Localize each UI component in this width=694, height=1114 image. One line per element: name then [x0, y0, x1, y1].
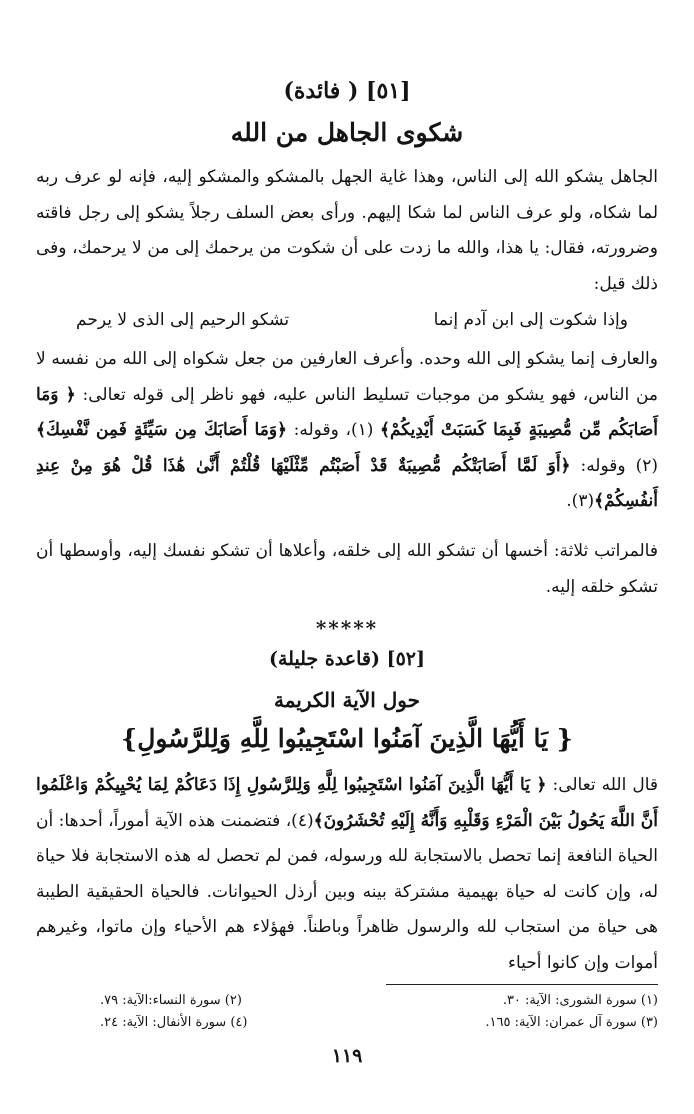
poem-hemistich-1: وإذا شكوت إلى ابن آدم إنما [433, 310, 628, 330]
paragraph-3: فالمراتب ثلاثة: أخسها أن تشكو الله إلى خلقه، وأعلاها أن تشكو نفسك إليه، وأوسطها أن تشكو خلقه إليه. [36, 541, 658, 597]
paragraph-1: الجاهل يشكو الله إلى الناس، وهذا غاية الجهل بالمشكو والمشكو إليه، فإنه لو عرف ربه لما شكاه، ولو عرف الناس لما شكا إليهم. ورأى بعض السلف رجلاً يشكو إلى رجل فاقته وضرورته، فقال: يا هذا، والله ما زدت على أن شكوت من يرحمك إلى من لا يرحمك، وفى ذلك قيل: [36, 167, 658, 294]
footnote-ref-1: (١)، وقوله: [287, 420, 380, 440]
footnote-row [60, 990, 658, 1012]
paragraph-4 [36, 768, 658, 981]
footnote-4: (٤) سورة الأنفال: الآية: ٢٤. [100, 1015, 248, 1030]
poem-hemistich-2: تشكو الرحيم إلى الذى لا يرحم [76, 310, 290, 330]
section-heading-51: [٥١] ( فائدة) [283, 78, 411, 104]
quran-quote-2: ﴿وَمَا أَصَابَكَ مِن سَيِّئَةٍ فَمِن نَّفْسِكَ﴾ [36, 420, 288, 440]
paragraph-2-text: والعارف إنما يشكو إلى الله وحده. وأعرف العارفين من جعل شكواه إلى الله من نفسه لا من الناس، فهو يشكو من موجبات تسليط الناس عليه، فهو ناظر إلى قوله تعالى: [36, 349, 658, 405]
section-title-51: شكوى الجاهل من الله [230, 118, 464, 147]
footnote-1: (١) سورة الشورى: الآية: ٣٠. [502, 993, 658, 1008]
footnote-ref-3: (٣). [566, 491, 595, 511]
quran-quote-1: ﴿ وَمَا أَصَابَكُم مِّن مُّصِيبَةٍ فَبِمَا كَسَبَتْ أَيْدِيكُمْ﴾ [36, 384, 658, 440]
section-title-52: حول الآية الكريمة [274, 688, 420, 712]
footnote-2: (٢) سورة النساء:الآية: ٧٩. [100, 993, 242, 1008]
quran-quote-3: ﴿أَوَ لَمَّا أَصَابَتْكُم مُّصِيبَةٌ قَدْ أَصَبْتُم مِّثْلَيْهَا قُلْتُمْ أَنَّىٰ هَٰذَا قُلْ هُوَ مِنْ عِندِ أَنفُسِكُمْ﴾ [36, 455, 658, 511]
section-separator: ***** [315, 616, 379, 640]
section-heading-52: [٥٢] (قاعدة جليلة) [268, 648, 425, 670]
paragraph-4-body: (٤)، فتضمنت هذه الآية أموراً، أحدها: أن الحياة النافعة إنما تحصل بالاستجابة لله ورسوله، فمن لم تحصل له هذه الاستجابة فلا حياة له، وإن كانت له حياة بهيمية مشتركة بينه وبين أرذل الحيوانات. فالحياة الحقيقية الطيبة هى حياة من استجاب لله والرسول ظاهراً وباطناً. فهؤلاء هم الأحياء وإن ماتوا، وغيرهم أموات وإن كانوا أحياء [36, 810, 658, 973]
quran-quote-4: ﴿ يَا أَيُّهَا الَّذِينَ آمَنُوا اسْتَجِيبُوا لِلَّهِ وَلِلرَّسُولِ إِذَا دَعَاكُمْ لِمَا يُحْيِيكُمْ وَاعْلَمُوا أَنَّ اللَّهَ يَحُولُ بَيْنَ الْمَرْءِ وَقَلْبِهِ وَأَنَّهُ إِلَيْهِ تُحْشَرُونَ﴾ [36, 775, 658, 831]
verse-title: { يَا أَيُّهَا الَّذِينَ آمَنُوا اسْتَجِيبُوا لِلَّهِ وَلِلرَّسُولِ} [121, 724, 573, 753]
paragraph-4-text: قال الله تعالى: [546, 775, 658, 795]
paragraph-2 [36, 342, 658, 520]
footnote-row [60, 1012, 658, 1034]
footnote-divider [386, 984, 658, 985]
footnote-ref-2: (٢) وقوله: [570, 455, 658, 476]
poem-verse [36, 310, 658, 340]
page-number: ١١٩ [331, 1045, 363, 1067]
footnote-3: (٣) سورة آل عمران: الآية: ١٦٥. [485, 1015, 658, 1030]
footnotes [60, 990, 658, 1034]
